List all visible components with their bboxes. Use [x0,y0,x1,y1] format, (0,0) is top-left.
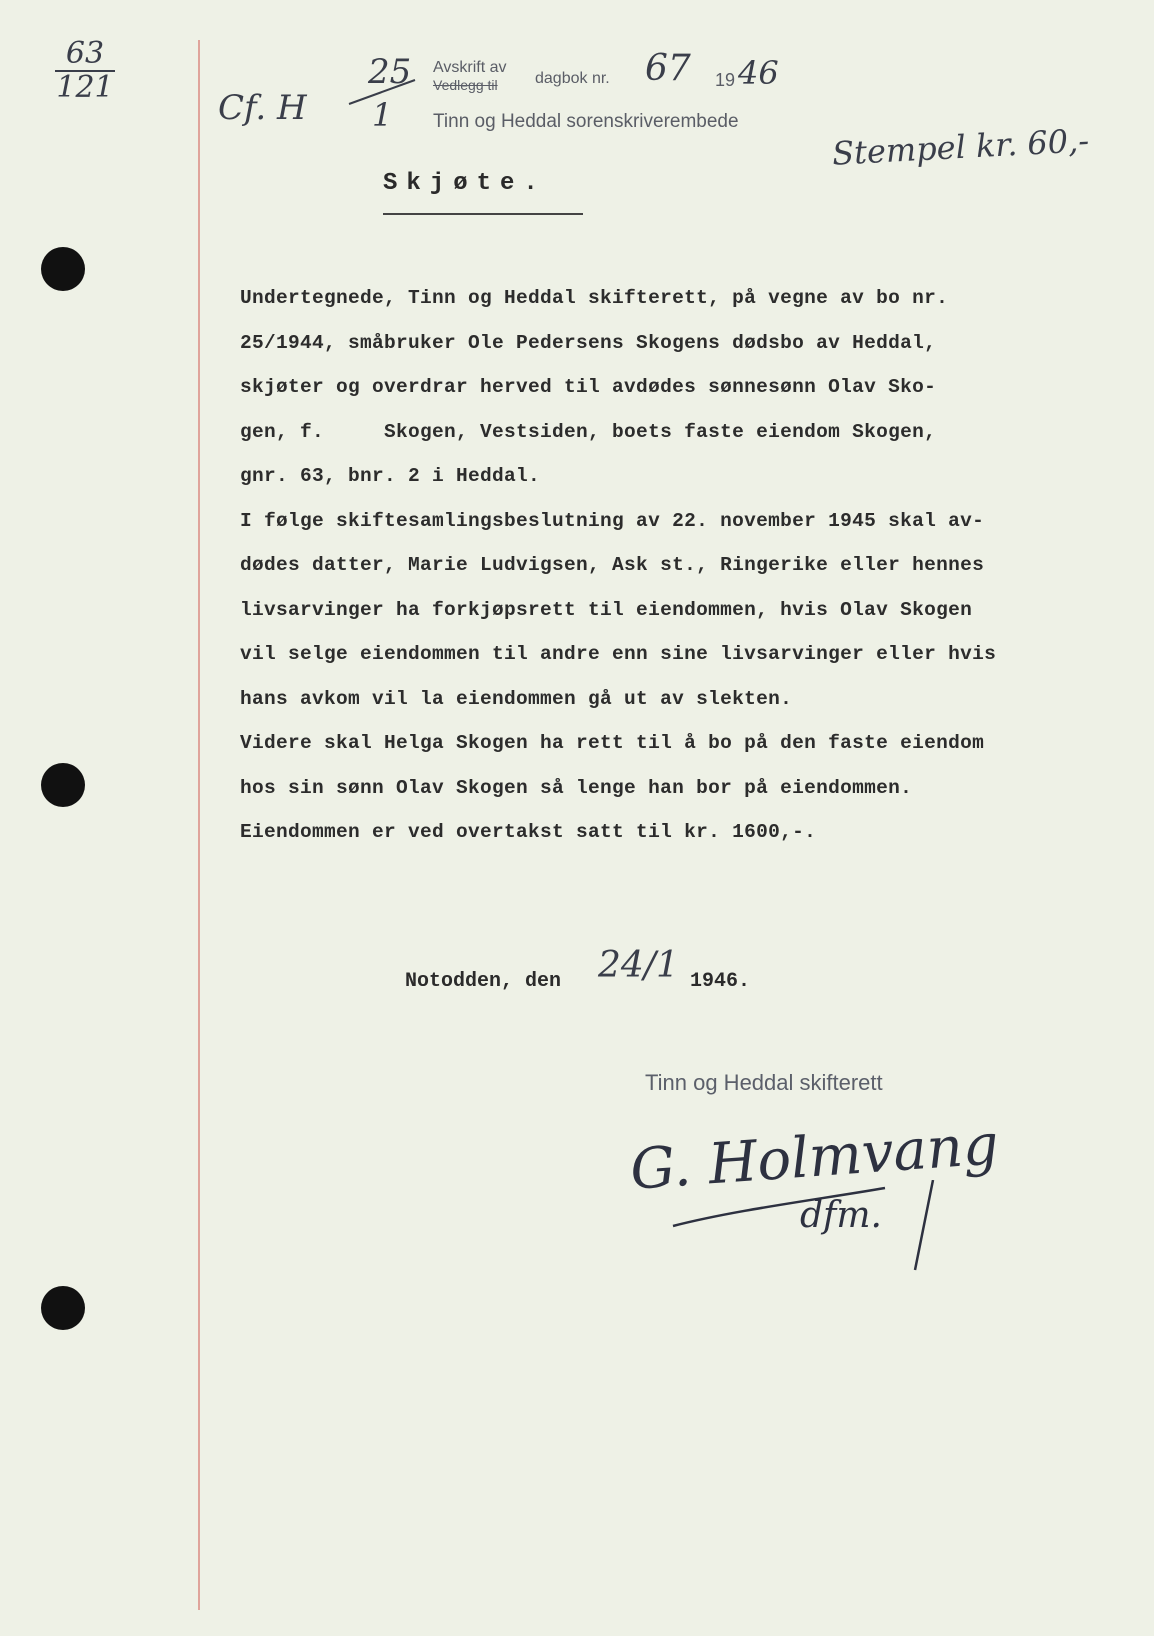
margin-note-top: 63 [65,36,105,71]
reference-note: Cf. H [218,88,307,128]
year-prefix: 19 [715,70,736,90]
document-body [240,276,1120,855]
body-line: I følge skiftesamlingsbeslutning av 22. november 1945 skal av- [240,509,985,532]
fraction-bottom: 1 [372,96,393,134]
punch-hole-middle [41,763,85,807]
margin-note [55,38,115,104]
document-title: Skjøte. [383,170,547,197]
body-line: dødes datter, Marie Ludvigsen, Ask st., Ringerike eller hennes [240,554,985,576]
body-line: 25/1944, småbruker Ole Pedersens Skogens dødsbo av Heddal, [240,331,937,354]
body-line: skjøter og overdrar herved til avdødes sønnesønn Olav Sko- [240,376,937,398]
punch-hole-bottom [41,1286,85,1330]
body-line: Undertegnede, Tinn og Heddal skifterett, på vegne av bo nr. [240,287,949,309]
place-date-prefix: Notodden, den [405,970,562,993]
body-line: gen, f. Skogen, Vestsiden, boets faste eiendom Skogen, [240,420,937,443]
body-line: hans avkom vil la eiendommen gå ut av slekten. [240,687,793,710]
stempel-note: Stempel kr. 60,- [831,121,1090,173]
body-line: gnr. 63, bnr. 2 i Heddal. [240,465,541,487]
body-line: hos sin sønn Olav Skogen så lenge han bor på eiendommen. [240,776,913,799]
fraction-top: 25 [368,52,412,92]
body-line: Videre skal Helga Skogen ha rett til å bo på den faste eiendom [240,732,985,754]
body-line: vil selge eiendommen til andre enn sine livsarvinger eller hvis [240,643,997,665]
date-year: 1946. [690,970,751,993]
punch-hole-top [41,247,85,291]
date-handwritten: 24/1 [598,945,679,986]
year-suffix: 46 [738,54,779,92]
title-underline [383,213,583,215]
body-line: livsarvinger ha forkjøpsrett til eiendommen, hvis Olav Skogen [240,598,973,621]
court-stamp: Tinn og Heddal skifterett [645,1070,883,1095]
signature-title: dfm. [800,1195,882,1236]
stamp-dagbok: dagbok nr. [535,70,610,87]
dagbok-number: 67 [645,48,691,89]
body-line: Eiendommen er ved overtakst satt til kr. 1600,-. [240,821,817,843]
red-margin-rule [198,40,200,1610]
stamp-court-office: Tinn og Heddal sorenskriverembede [433,111,739,132]
stamp-avskrift: Avskrift av [433,59,507,76]
stamp-vedlegg-struck: Vedlegg til [433,77,498,93]
signature: G. Holmvang [628,1112,1001,1203]
margin-note-bottom: 121 [56,70,114,105]
